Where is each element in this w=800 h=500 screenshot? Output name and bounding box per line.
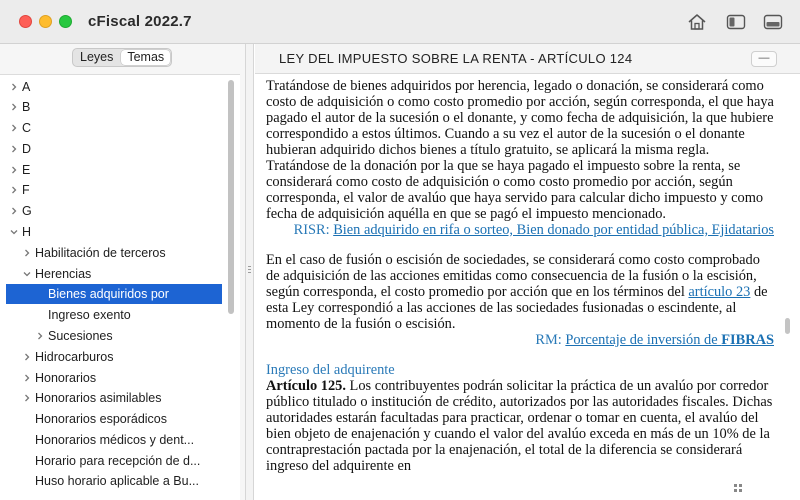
reference-link-bold: FIBRAS — [721, 332, 774, 348]
tree-item-honorarios[interactable] — [6, 368, 222, 388]
tree-item-herencias[interactable] — [6, 264, 222, 284]
tree-item-label: Honorarios asimilables — [35, 391, 162, 405]
tree-item-c[interactable] — [6, 118, 222, 138]
tree-item-label: Sucesiones — [48, 329, 113, 343]
reference-link-rm[interactable] — [565, 332, 774, 348]
paragraph-text: Los contribuyentes podrán solicitar la práctica de un avalúo por corredor público titulado o institución de crédito, autorizados por las autoridades fiscales. Dichas autoridades estarán facultadas para practicar, ordenar o tomar en cuenta, el avalúo del bien objeto de enajenación y cuando el valor del avalúo exceda en más de un 10% de la contraprestación pactada por la enajenación, el total de la diferencia se considerará ingreso del adquirente en — [266, 378, 773, 474]
tree-item-ingreso-exento[interactable] — [6, 305, 222, 325]
zoom-window-button[interactable] — [59, 15, 72, 28]
paragraph-text: de esta Ley correspondió a las acciones de las sociedades fusionadas o escindente, al momento de la fusión o escisión. — [266, 284, 768, 332]
chevron-right-icon[interactable] — [9, 201, 19, 221]
tree-item-label: F — [22, 183, 30, 197]
tree-item-label: Hidrocarburos — [35, 350, 114, 364]
tree-item-label: Habilitación de terceros — [35, 246, 166, 260]
content-header — [255, 44, 800, 74]
tree-item-label: Huso horario aplicable a Bu... — [35, 474, 199, 488]
content-pane — [255, 44, 800, 500]
tree-item-honorarios-asimilables[interactable] — [6, 388, 222, 408]
tree-item-label: A — [22, 80, 31, 94]
sidebar-scrollbar-thumb[interactable] — [228, 80, 234, 314]
tree-item-bienes-adquiridos-por[interactable] — [6, 284, 222, 304]
tree-item-label: D — [22, 142, 32, 156]
article-paragraph: Tratándose de bienes adquiridos por herencia, legado o donación, se considerará como costo de adquisición o como costo promedio por acción, según corresponda, el que haya pagado el autor de la sucesión o el donante, y como fecha de adquisición, la que hubiere correspondido a estos últimos. Cuando a su vez el autor de la sucesión o el donante hubieran adquirido dichos bienes a título gratuito, se aplicará la misma regla. Tratándose de la donación por la que se haya pagado el impuesto sobre la renta, se considerará como costo de adquisición o como costo promedio por acción, según corresponda, el valor de avalúo que haya servido para calcular dicho impuesto y como fecha de adquisición aquélla en que se pagó el impuesto mencionado. — [266, 78, 774, 222]
related-reference-rm — [266, 332, 774, 348]
minimize-window-button[interactable] — [39, 15, 52, 28]
article-header-title: LEY DEL IMPUESTO SOBRE LA RENTA - ARTÍCULO 124 — [279, 51, 633, 66]
reference-link-risr[interactable]: Bien adquirido en rifa o sorteo, Bien donado por entidad pública, Ejidatarios — [333, 222, 774, 238]
link-articulo-23[interactable]: artículo 23 — [688, 284, 751, 300]
home-icon[interactable] — [686, 12, 708, 32]
chevron-right-icon[interactable] — [9, 118, 19, 138]
tree-item-sucesiones[interactable] — [6, 326, 222, 346]
section-title: Ingreso del adquirente — [266, 362, 395, 378]
tree-item-d[interactable] — [6, 139, 222, 159]
tree-item-hidrocarburos[interactable] — [6, 347, 222, 367]
reference-link-text: Porcentaje de inversión de — [565, 332, 722, 348]
tree-item-f[interactable] — [6, 180, 222, 200]
splitter-grip-icon[interactable] — [248, 266, 251, 277]
related-reference-risr — [266, 222, 774, 238]
close-window-button[interactable] — [19, 15, 32, 28]
chevron-right-icon[interactable] — [9, 77, 19, 97]
tree-item-label: B — [22, 100, 31, 114]
tree-item-label: Bienes adquiridos por — [48, 287, 169, 301]
tree-item-label: H — [22, 225, 32, 239]
tree-item-horario-recepcion[interactable] — [6, 451, 222, 471]
tree-item-h[interactable] — [6, 222, 222, 242]
chevron-right-icon[interactable] — [9, 180, 19, 200]
sidebar-toggle-icon[interactable] — [725, 12, 747, 32]
tree-item-label: Ingreso exento — [48, 308, 131, 322]
tree-item-label: C — [22, 121, 32, 135]
reference-prefix: RM: — [535, 332, 566, 348]
panel-icon[interactable] — [762, 12, 784, 32]
sidebar — [0, 44, 246, 500]
collapse-button[interactable]: — — [751, 51, 777, 67]
chevron-right-icon[interactable] — [22, 243, 32, 263]
paragraph-text: En el caso de fusión o escisión de sociedades, se considerará como costo comprobado de adquisición de las acciones emitidas como consecuencia de la fusión o la escisión, según corresponda, el costo promedio por acción que en los términos del — [266, 252, 760, 300]
tab-temas[interactable]: Temas — [121, 50, 170, 65]
tree-item-honorarios-medicos[interactable] — [6, 430, 222, 450]
app-title: cFiscal 2022.7 — [88, 13, 192, 30]
topic-tree — [0, 74, 240, 500]
article-paragraph — [266, 378, 774, 474]
grid-icon[interactable] — [732, 482, 756, 496]
tree-item-label: Honorarios — [35, 371, 97, 385]
chevron-right-icon[interactable] — [9, 160, 19, 180]
chevron-right-icon[interactable] — [9, 97, 19, 117]
tree-item-a[interactable] — [6, 77, 222, 97]
tree-item-label: Herencias — [35, 267, 92, 281]
tree-item-g[interactable] — [6, 201, 222, 221]
chevron-right-icon[interactable] — [22, 368, 32, 388]
chevron-right-icon[interactable] — [22, 347, 32, 367]
article-paragraph — [266, 252, 774, 332]
tree-item-label: Honorarios esporádicos — [35, 412, 168, 426]
tree-item-label: Horario para recepción de d... — [35, 454, 201, 468]
article-document — [266, 78, 774, 500]
tree-item-huso-horario[interactable] — [6, 471, 222, 491]
content-scrollbar-thumb[interactable] — [785, 318, 790, 334]
tree-item-e[interactable] — [6, 160, 222, 180]
chevron-down-icon[interactable] — [9, 222, 19, 242]
tree-item-honorarios-esporadicos[interactable] — [6, 409, 222, 429]
tab-leyes[interactable]: Leyes — [80, 50, 114, 64]
tree-item-label: G — [22, 204, 32, 218]
sidebar-segmented-control — [72, 48, 172, 67]
tree-item-label: Honorarios médicos y dent... — [35, 433, 195, 447]
title-bar — [0, 0, 800, 44]
tree-item-label: E — [22, 163, 31, 177]
pane-splitter[interactable] — [246, 44, 254, 500]
chevron-right-icon[interactable] — [35, 326, 45, 346]
chevron-right-icon[interactable] — [9, 139, 19, 159]
tree-item-habilitacion-de-terceros[interactable] — [6, 243, 222, 263]
chevron-down-icon[interactable] — [22, 264, 32, 284]
tree-item-b[interactable] — [6, 97, 222, 117]
chevron-right-icon[interactable] — [22, 388, 32, 408]
article-label: Artículo 125. — [266, 378, 346, 394]
reference-prefix: RISR: — [293, 222, 334, 238]
